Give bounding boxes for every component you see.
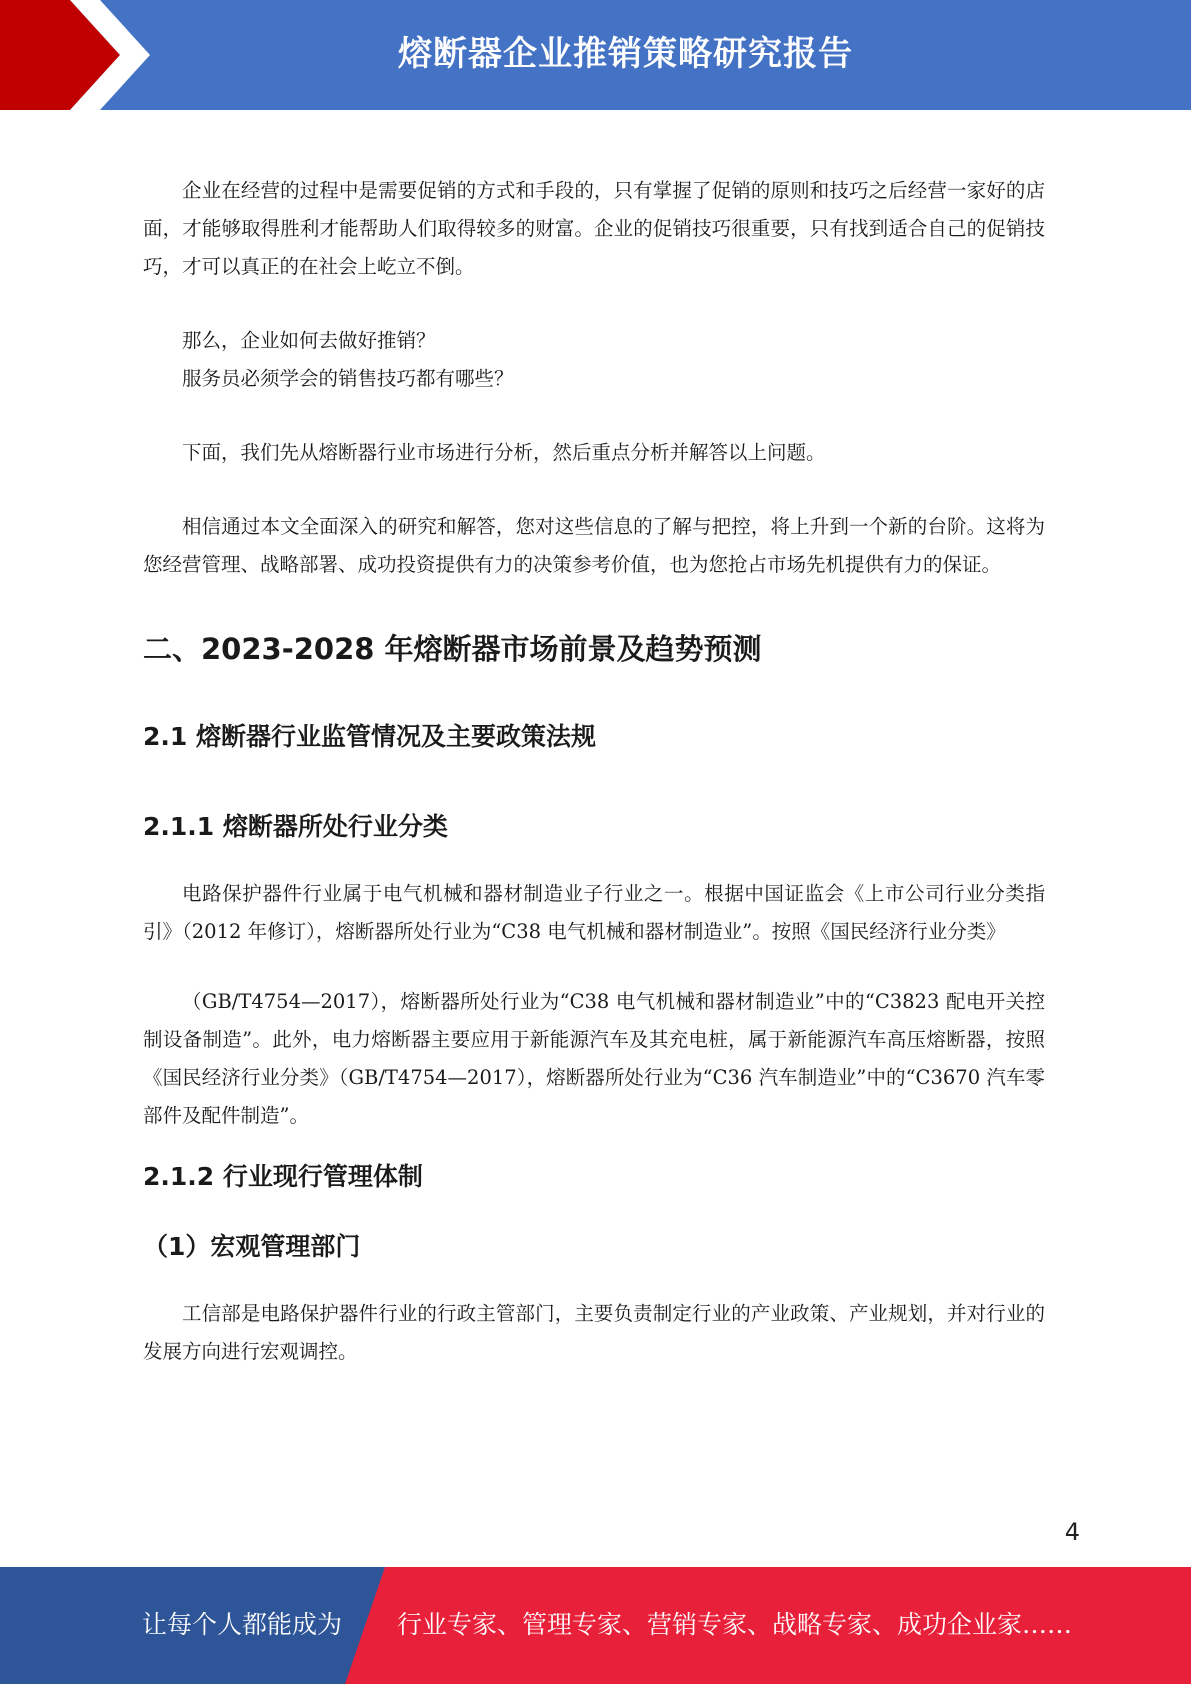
- subsection-heading-2-1-1: 2.1.1 熔断器所处行业分类: [143, 812, 448, 841]
- macro-management-paragraph: 工信部是电路保护器件行业的行政主管部门，主要负责制定行业的产业政策、产业规划，并对行业的发展方向进行宏观调控。: [143, 1302, 1045, 1363]
- section-heading: 二、2023-2028 年熔断器市场前景及趋势预测: [143, 632, 762, 666]
- subsection-heading-2-1-2: 2.1.2 行业现行管理体制: [143, 1162, 423, 1191]
- footer-slogan-left: 让每个人都能成为: [142, 1610, 343, 1639]
- intro-paragraph-2: 下面，我们先从熔断器行业市场进行分析，然后重点分析并解答以上问题。: [182, 441, 826, 464]
- classification-paragraph-2: （GB/T4754—2017），熔断器所处行业为“C38 电气机械和器材制造业”中的“C3823 配电开关控制设备制造”。此外，电力熔断器主要应用于新能源汽车及其充电桩，属于新能源汽车高压熔断器，按照《国民经济行业分类》（GB/T4754—2017），熔断器所处行业为“C36 汽车制造业”中的“C3670 汽车零部件及配件制造”。: [143, 990, 1045, 1127]
- page-number: 4: [1064, 1518, 1080, 1546]
- classification-paragraph-1: 电路保护器件行业属于电气机械和器材制造业子行业之一。根据中国证监会《上市公司行业分类指引》（2012 年修订），熔断器所处行业为“C38 电气机械和器材制造业”。按照《国民经济行业分类》: [143, 882, 1045, 943]
- question-2: 服务员必须学会的销售技巧都有哪些？: [182, 367, 514, 390]
- page-footer: [0, 1567, 1191, 1684]
- report-title: 熔断器企业推销策略研究报告: [398, 34, 853, 74]
- subsection-heading-2-1: 2.1 熔断器行业监管情况及主要政策法规: [143, 722, 596, 751]
- macro-management-heading: （1）宏观管理部门: [143, 1232, 361, 1261]
- intro-paragraph-3: 相信通过本文全面深入的研究和解答，您对这些信息的了解与把控，将上升到一个新的台阶。这将为您经营管理、战略部署、成功投资提供有力的决策参考价值，也为您抢占市场先机提供有力的保证。: [143, 515, 1045, 576]
- question-1: 那么，企业如何去做好推销？: [182, 329, 436, 352]
- intro-paragraph-1: 企业在经营的过程中是需要促销的方式和手段的，只有掌握了促销的原则和技巧之后经营一家好的店面，才能够取得胜利才能帮助人们取得较多的财富。企业的促销技巧很重要，只有找到适合自己的促销技巧，才可以真正的在社会上屹立不倒。: [143, 179, 1045, 278]
- page-content: [143, 172, 1045, 1371]
- page-header: [0, 0, 1191, 110]
- footer-slogan-right: 行业专家、管理专家、营销专家、战略专家、成功企业家……: [397, 1610, 1073, 1639]
